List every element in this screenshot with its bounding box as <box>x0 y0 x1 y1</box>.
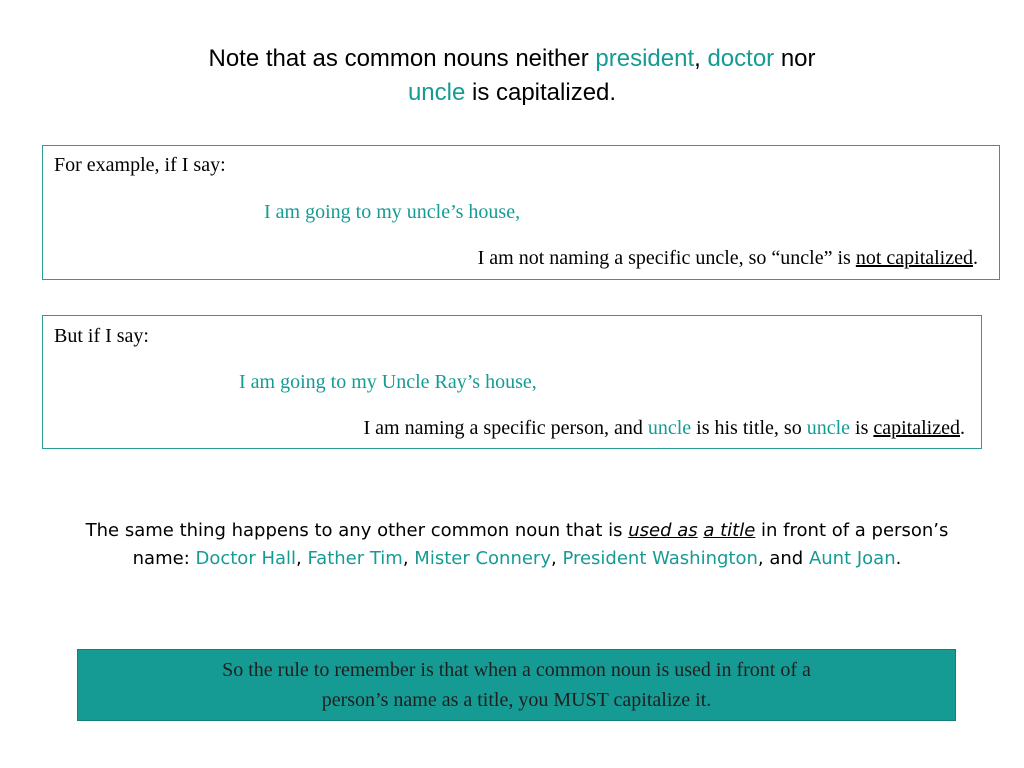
general-rule-pre: The same thing happens to any other common noun that is <box>85 520 629 541</box>
contrast-explanation-emphasis: capitalized <box>873 417 960 439</box>
example-president-washington: President Washington <box>562 548 758 569</box>
general-rule-comma-1: , <box>296 548 308 569</box>
heading-word-uncle: uncle <box>407 79 466 106</box>
rule-summary-line-2: person’s name as a title, you MUST capitalize it. <box>321 689 712 711</box>
general-rule-end: . <box>895 548 902 569</box>
general-rule-emphasis-a-title: a title <box>703 520 756 541</box>
heading-text-post: is capitalized. <box>465 79 617 106</box>
page-heading <box>112 42 912 110</box>
example-explanation-emphasis: not capitalized <box>855 247 973 269</box>
example-explanation <box>478 247 978 270</box>
example-intro: For example, if I say: <box>54 154 226 176</box>
general-rule-emphasis-used-as: used as <box>628 520 698 541</box>
example-box <box>42 145 1000 280</box>
example-sentence: I am going to my uncle’s house, <box>264 201 521 223</box>
heading-text-pre: Note that as common nouns neither <box>208 45 596 72</box>
contrast-intro: But if I say: <box>54 325 149 347</box>
heading-sep: , <box>694 45 708 72</box>
contrast-box <box>42 315 982 449</box>
general-rule-paragraph <box>62 517 972 573</box>
general-rule-mid: in front of a person’s name: <box>132 520 949 569</box>
example-explanation-pre: I am not naming a specific uncle, so “uncle” is <box>477 247 856 269</box>
heading-word-doctor: doctor <box>707 45 775 72</box>
contrast-explanation-mid2: is <box>850 417 874 439</box>
general-rule-comma-3: , <box>550 548 563 569</box>
contrast-explanation <box>363 417 965 440</box>
contrast-explanation-mid: is his title, so <box>691 417 807 439</box>
example-father-tim: Father Tim <box>307 548 403 569</box>
rule-summary-box <box>77 649 956 721</box>
general-rule-comma-2: , <box>402 548 415 569</box>
contrast-word-uncle-1: uncle <box>647 417 692 439</box>
heading-text-mid: nor <box>774 45 816 72</box>
rule-summary-line-1: So the rule to remember is that when a common noun is used in front of a <box>222 659 811 681</box>
contrast-explanation-post: . <box>960 417 965 439</box>
example-explanation-post: . <box>973 247 978 269</box>
example-doctor-hall: Doctor Hall <box>195 548 297 569</box>
contrast-explanation-pre: I am naming a specific person, and <box>363 417 648 439</box>
general-rule-and: , and <box>757 548 809 569</box>
contrast-sentence: I am going to my Uncle Ray’s house, <box>239 371 537 393</box>
example-aunt-joan: Aunt Joan <box>808 548 896 569</box>
heading-word-president: president <box>595 45 695 72</box>
example-mister-connery: Mister Connery <box>414 548 551 569</box>
contrast-word-uncle-2: uncle <box>806 417 851 439</box>
